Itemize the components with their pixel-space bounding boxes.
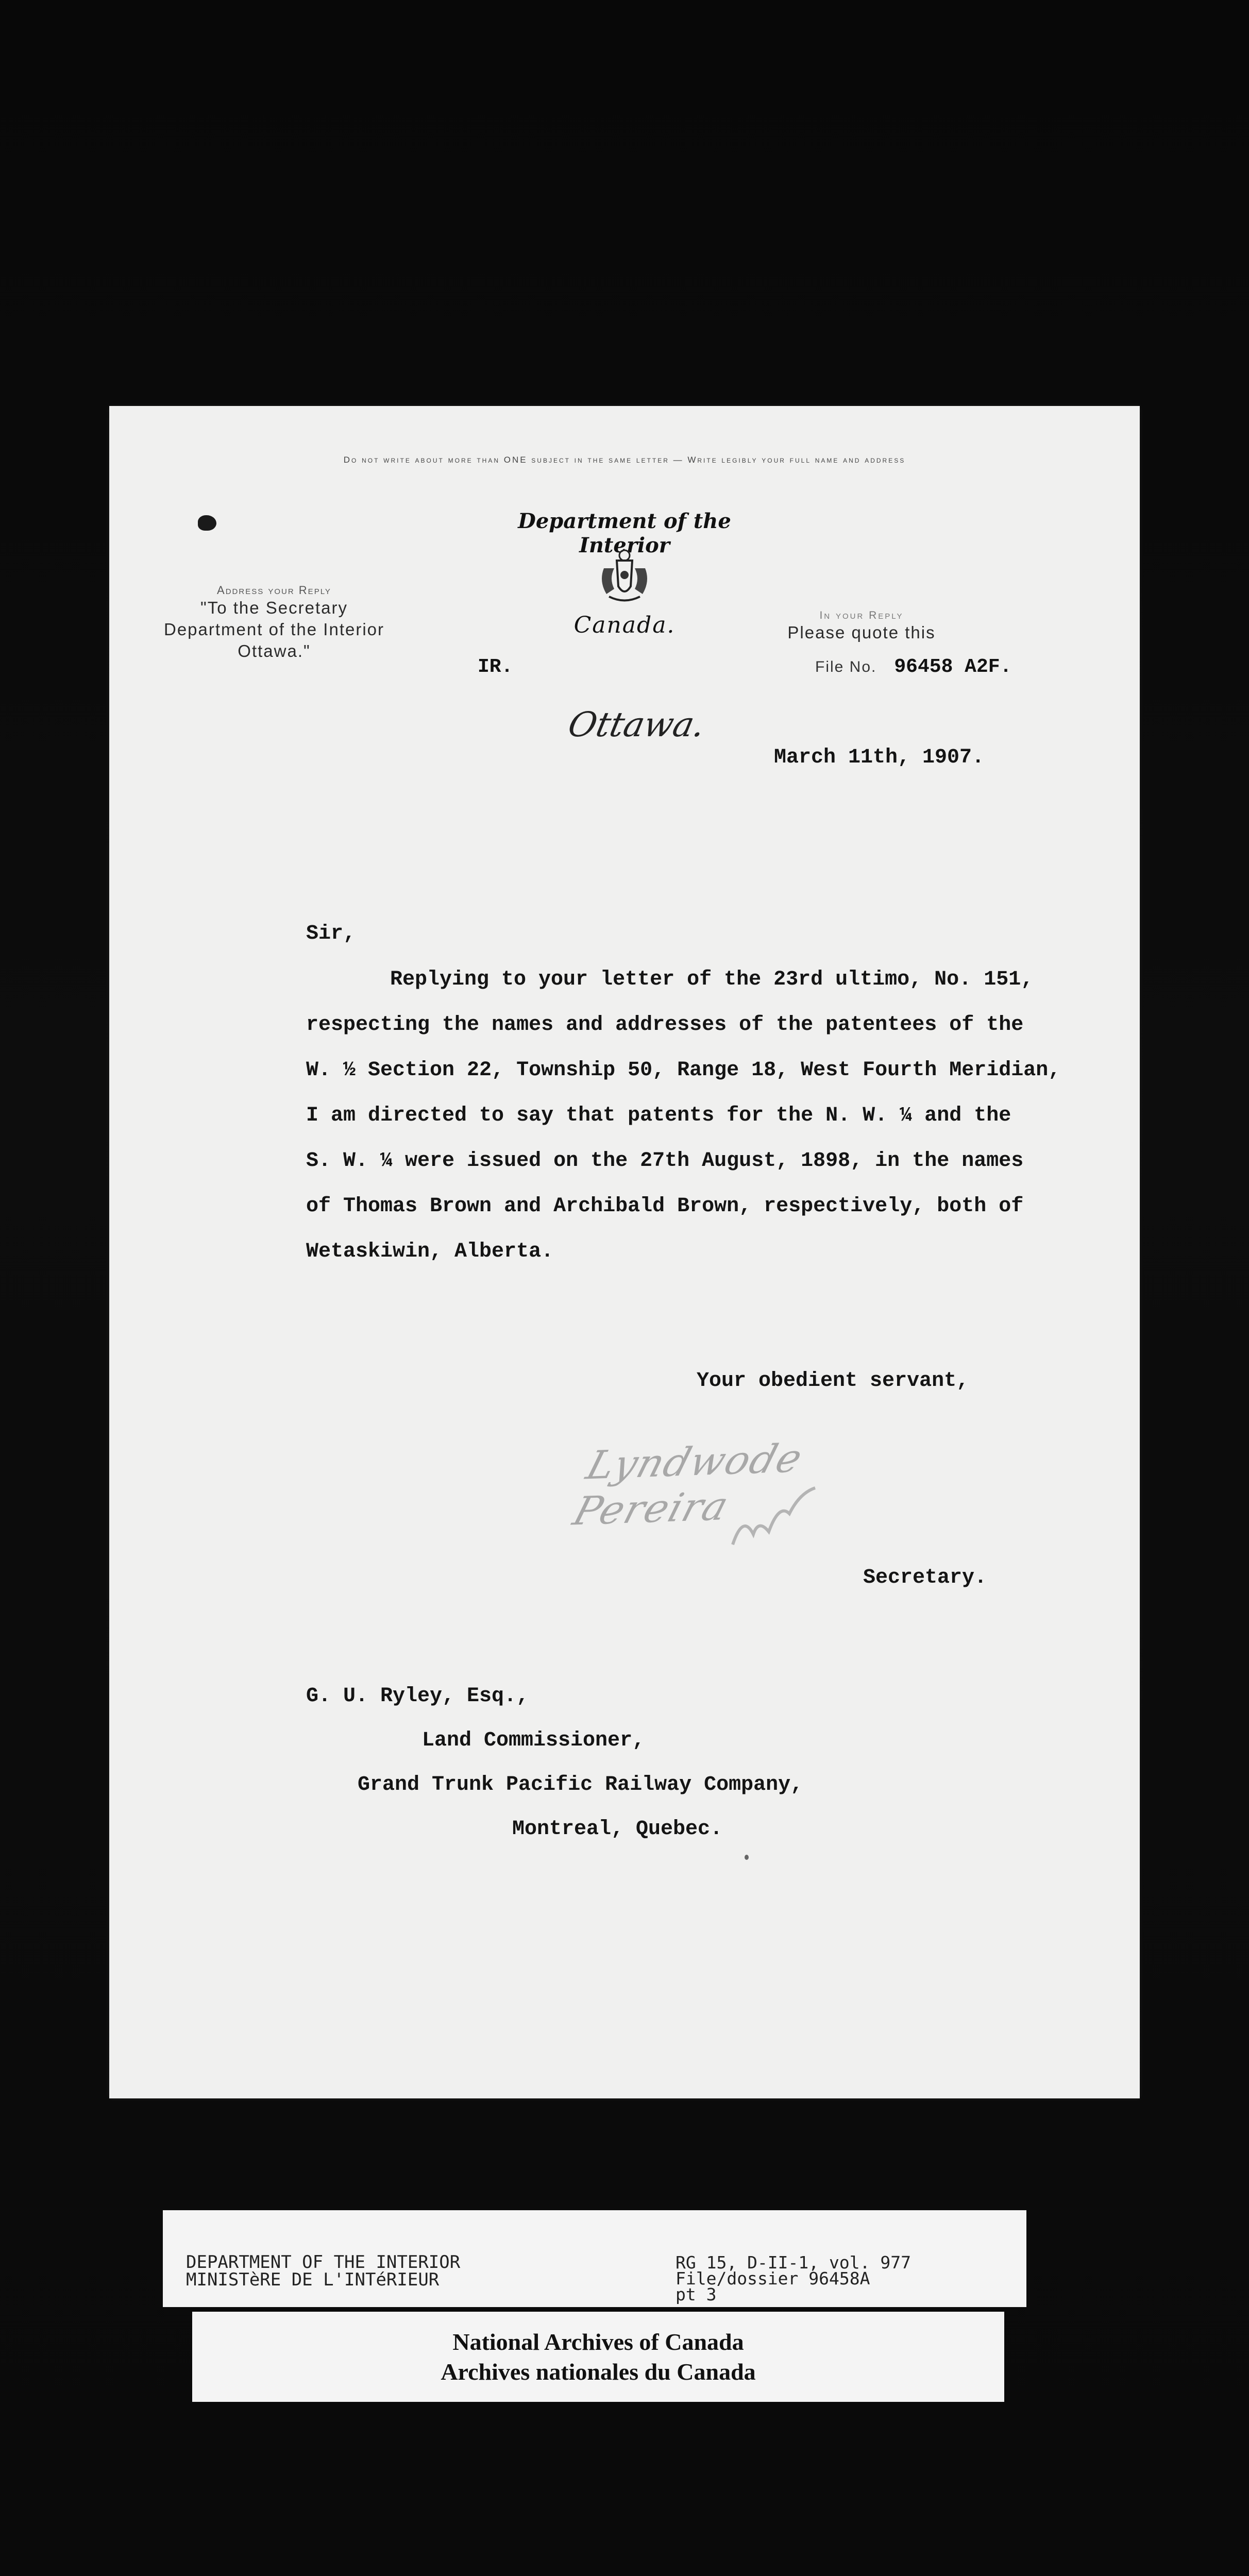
file-number-row [815,656,1011,678]
ir-mark: IR. [478,656,513,678]
addressee-line: G. U. Ryley, Esq., [306,1685,529,1708]
country-name: Canada. [573,612,676,638]
quote-file-caption: In your Reply [819,609,904,621]
paper-speck [745,1855,749,1860]
signature-stamp [568,1431,923,1545]
letter-body [306,957,1060,1275]
letterhead-instruction: Do not write about more than ONE subject in the same letter — Write legibly your full name and address [343,455,906,465]
coat-of-arms-icon [594,545,655,607]
reply-address-line: Department of the Interior [163,620,385,639]
quote-file-block [748,609,975,643]
archive-reference-line: RG 15, D-II-1, vol. 977 [676,2252,911,2273]
reply-address-line: Ottawa." [238,641,311,660]
archive-department [186,2253,460,2289]
archive-reference-label [163,2210,1026,2307]
signature-text: Lyndwode Pereira [568,1435,808,1534]
archive-reference [676,2252,911,2304]
archive-department-line: DEPARTMENT OF THE INTERIOR [186,2252,461,2273]
reply-address-line: "To the Secretary [200,598,348,617]
addressee-line: Montreal, Quebec. [512,1818,723,1841]
department-title: Department of the Interior [518,509,731,557]
reply-address-caption: Address your Reply [217,584,331,597]
addressee-block [306,1674,803,1852]
ink-blot [198,515,216,531]
body-line: S. W. ¼ were issued on the 27th August, 1898, in the names [306,1149,1024,1173]
file-number-value: 96458 A2F. [894,656,1012,678]
body-line: Wetaskiwin, Alberta. [306,1240,554,1263]
letter-page [109,406,1140,2098]
archive-reference-line: File/dossier 96458A [676,2268,870,2289]
body-line: W. ½ Section 22, Township 50, Range 18, West Fourth Meridian, [306,1059,1061,1082]
archive-department-line: MINISTèRE DE L'INTéRIEUR [186,2269,440,2290]
salutation: Sir, [306,922,356,945]
initials-scribble [728,1483,831,1550]
body-line: respecting the names and addresses of the patentees of the [306,1013,1024,1037]
body-line: of Thomas Brown and Archibald Brown, respectively, both of [306,1195,1024,1218]
archive-reference-line: pt 3 [676,2284,717,2304]
signature-title: Secretary. [863,1566,987,1589]
addressee-line: Land Commissioner, [422,1729,645,1752]
department-crest-block [470,509,779,653]
body-line: I am directed to say that patents for the N. W. ¼ and the [306,1104,1011,1127]
letter-date: March 11th, 1907. [774,746,985,769]
letter-place: Ottawa. [564,705,709,744]
closing: Your obedient servant, [697,1369,969,1393]
reply-address-block [140,584,408,662]
institution-name-fr: Archives nationales du Canada [441,2359,756,2385]
file-number-label: File No. [815,658,877,675]
quote-file-line: Please quote this [787,623,936,642]
addressee-line: Grand Trunk Pacific Railway Company, [358,1773,803,1797]
institution-name-en: National Archives of Canada [452,2329,744,2355]
institution-label [192,2312,1004,2402]
body-line: Replying to your letter of the 23rd ultimo, No. 151, [390,968,1034,991]
